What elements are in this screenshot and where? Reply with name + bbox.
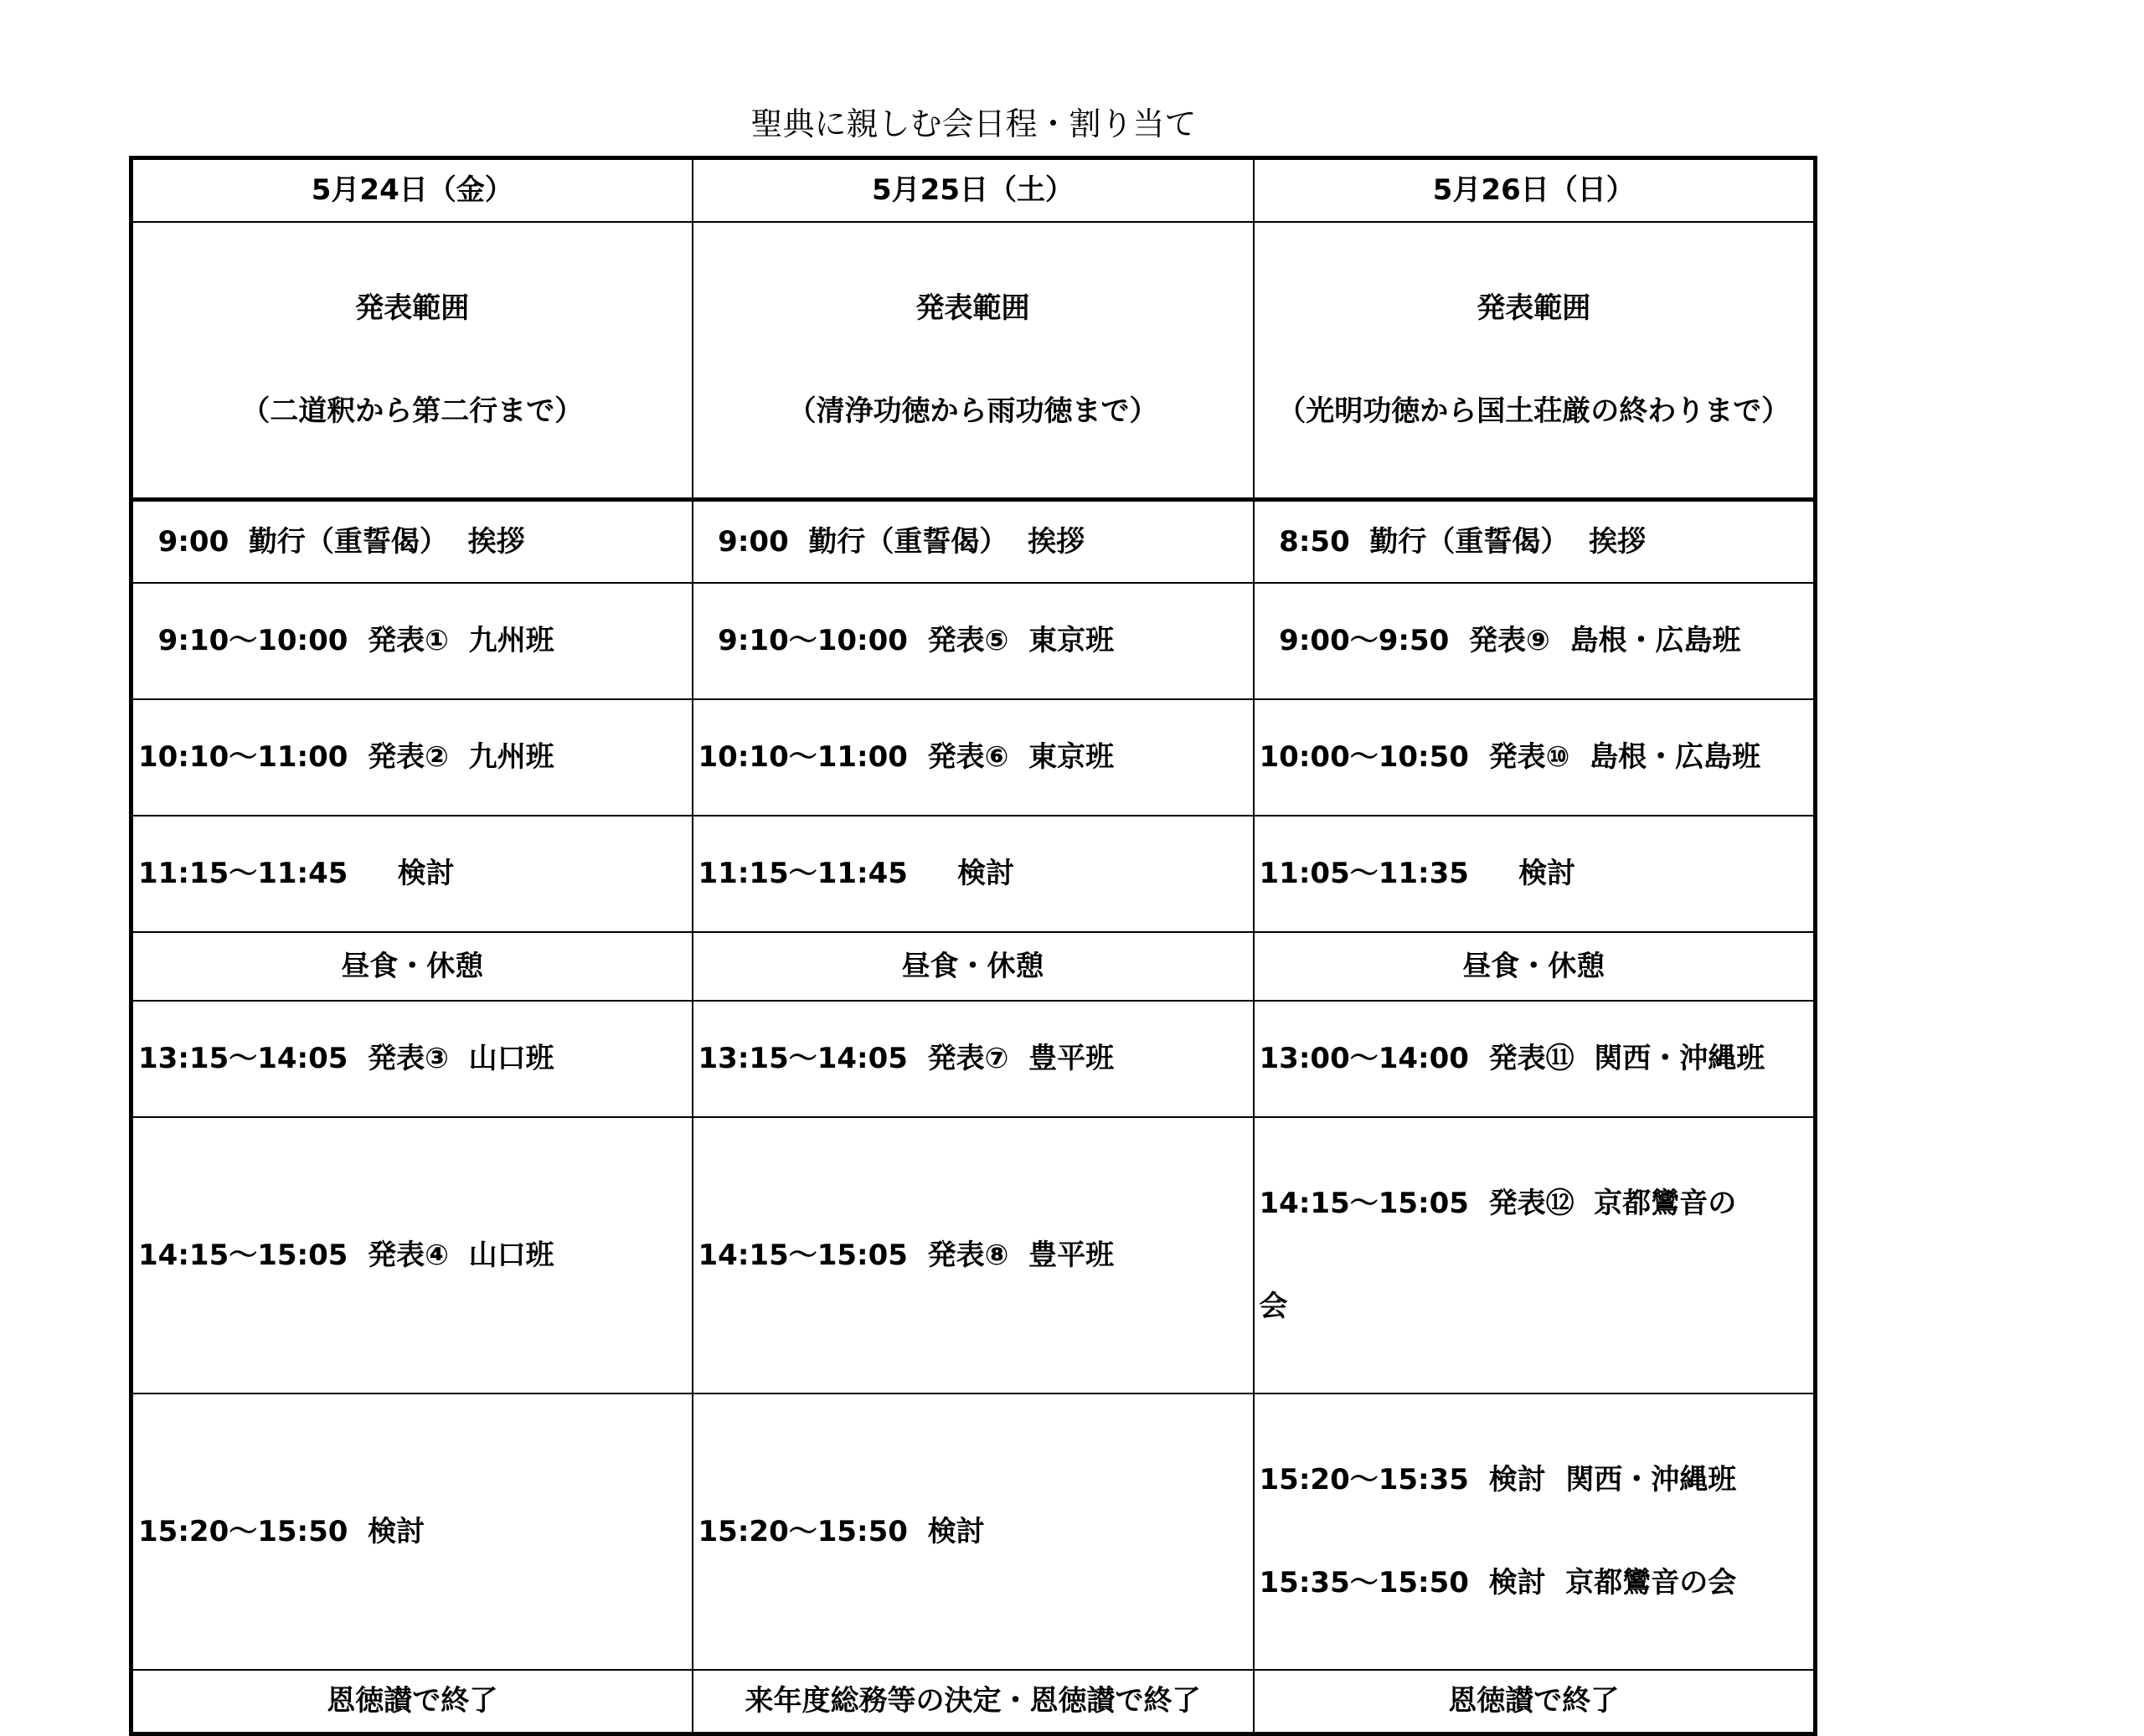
schedule-table xyxy=(129,156,1817,1736)
lunch-cell: 昼食・休憩 xyxy=(1254,932,1816,1001)
slot-cell: 10:00～10:50 発表⑩ 島根・広島班 xyxy=(1254,699,1816,816)
document-title: 聖典に親しむ会日程・割り当て xyxy=(750,106,1197,142)
date-header-row xyxy=(131,158,1816,223)
slot-line: 14:15～15:05 発表⑫ 京都鸞音の xyxy=(1259,1187,1737,1220)
review-cell xyxy=(131,1393,693,1670)
review-cell xyxy=(693,1393,1254,1670)
review-line: 15:20～15:50 検討 xyxy=(698,1514,985,1548)
range-heading: 発表範囲 xyxy=(915,291,1030,325)
slot-cell: 10:10～11:00 発表② 九州班 xyxy=(131,699,693,816)
slot-cell-two-line xyxy=(1254,1117,1816,1393)
slot-cell: 14:15～15:05 発表⑧ 豊平班 xyxy=(693,1117,1254,1393)
range-cell-day1 xyxy=(131,222,693,500)
range-detail: （清浄功徳から雨功徳まで） xyxy=(787,394,1158,428)
slot-cell: 9:10～10:00 発表① 九州班 xyxy=(131,583,693,699)
slot-line: 会 xyxy=(1259,1290,1288,1323)
review-cell: 11:15～11:45 検討 xyxy=(693,816,1254,932)
review-cell: 11:05～11:35 検討 xyxy=(1254,816,1816,932)
opening-cell-day3: 8:50 勤行（重誓偈） 挨拶 xyxy=(1254,500,1816,584)
range-detail: （二道釈から第二行まで） xyxy=(241,394,584,428)
date-cell-day2: 5月25日（土） xyxy=(693,158,1254,223)
opening-cell-day2: 9:00 勤行（重誓偈） 挨拶 xyxy=(693,500,1254,584)
lunch-row xyxy=(131,932,1816,1001)
slot-cell: 9:00～9:50 発表⑨ 島根・広島班 xyxy=(1254,583,1816,699)
slot-row-6 xyxy=(131,1393,1816,1670)
review-line: 15:20～15:50 検討 xyxy=(138,1514,425,1548)
range-detail: （光明功徳から国土荘厳の終わりまで） xyxy=(1277,394,1791,428)
slot-row-1 xyxy=(131,583,1816,699)
lunch-cell: 昼食・休憩 xyxy=(131,932,693,1001)
slot-cell: 10:10～11:00 発表⑥ 東京班 xyxy=(693,699,1254,816)
slot-cell: 13:00～14:00 発表⑪ 関西・沖縄班 xyxy=(1254,1001,1816,1117)
opening-row xyxy=(131,500,1816,584)
date-cell-day1: 5月24日（金） xyxy=(131,158,693,223)
slot-row-2 xyxy=(131,699,1816,816)
review-line: 15:35～15:50 検討 京都鸞音の会 xyxy=(1259,1566,1737,1599)
date-cell-day3: 5月26日（日） xyxy=(1254,158,1816,223)
review-line: 15:20～15:35 検討 関西・沖縄班 xyxy=(1259,1463,1737,1496)
slot-row-5 xyxy=(131,1117,1816,1393)
closing-cell: 恩徳讃で終了 xyxy=(1254,1670,1816,1734)
slot-cell: 13:15～14:05 発表③ 山口班 xyxy=(131,1001,693,1117)
closing-row xyxy=(131,1670,1816,1734)
range-heading: 発表範囲 xyxy=(1477,291,1591,325)
review-cell: 11:15～11:45 検討 xyxy=(131,816,693,932)
closing-cell: 恩徳讃で終了 xyxy=(131,1670,693,1734)
slot-row-4 xyxy=(131,1001,1816,1117)
slot-cell: 13:15～14:05 発表⑦ 豊平班 xyxy=(693,1001,1254,1117)
range-cell-day2 xyxy=(693,222,1254,500)
slot-cell: 9:10～10:00 発表⑤ 東京班 xyxy=(693,583,1254,699)
slot-cell: 14:15～15:05 発表④ 山口班 xyxy=(131,1117,693,1393)
review-cell-two-line xyxy=(1254,1393,1816,1670)
opening-cell-day1: 9:00 勤行（重誓偈） 挨拶 xyxy=(131,500,693,584)
slot-row-3 xyxy=(131,816,1816,932)
range-heading: 発表範囲 xyxy=(355,291,470,325)
lunch-cell: 昼食・休憩 xyxy=(693,932,1254,1001)
range-row xyxy=(131,222,1816,500)
range-cell-day3 xyxy=(1254,222,1816,500)
closing-cell: 来年度総務等の決定・恩徳讃で終了 xyxy=(693,1670,1254,1734)
